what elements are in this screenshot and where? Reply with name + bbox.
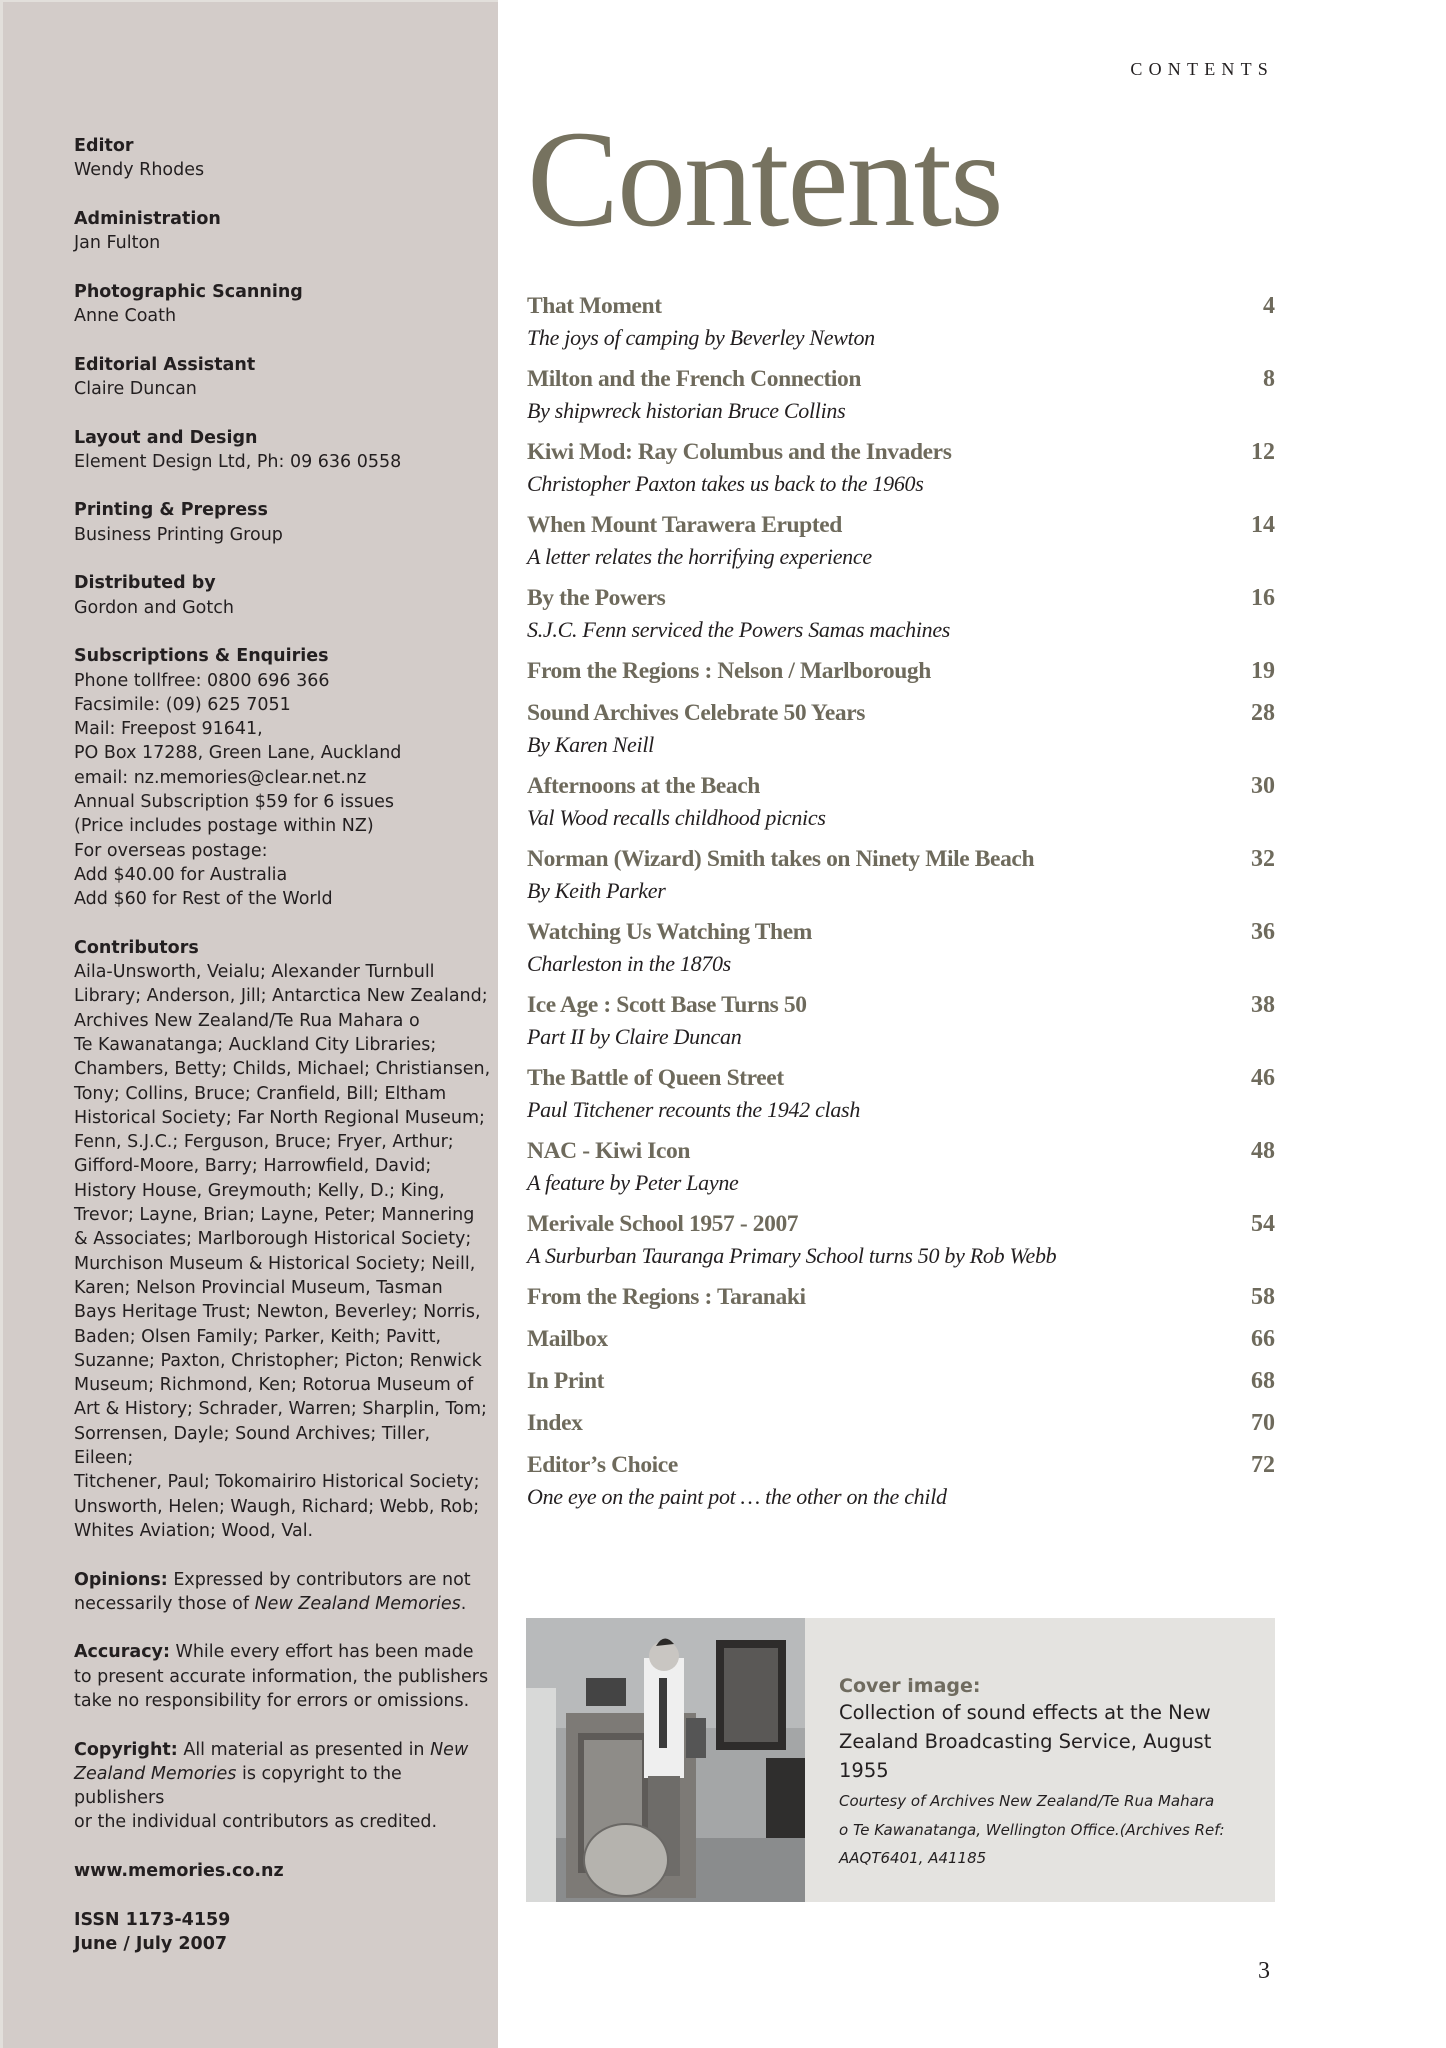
toc-entry[interactable]: [527, 1449, 1275, 1512]
toc-entry-subtitle: By Karen Neill: [527, 732, 654, 757]
website-link[interactable]: www.memories.co.nz: [74, 1861, 284, 1882]
toc-entry-page: 16: [1251, 585, 1275, 611]
masthead-value: Karen; Nelson Provincial Museum, Tasman: [74, 1277, 443, 1298]
masthead-group: [74, 280, 494, 329]
toc-entry[interactable]: [527, 655, 1275, 687]
toc-entry-page: 30: [1251, 773, 1275, 799]
masthead-value: Trevor; Layne, Brian; Layne, Peter; Mannering: [74, 1205, 475, 1226]
toc-entry-row: [527, 1407, 1275, 1439]
masthead-group: [74, 207, 494, 256]
accuracy-line-1: While every effort has been made: [169, 1642, 474, 1663]
toc-entry-row: [527, 363, 1275, 395]
toc-entry-subtitle: A letter relates the horrifying experience: [527, 544, 872, 569]
masthead-value: Add $60 for Rest of the World: [74, 889, 333, 910]
toc-entry-page: 66: [1251, 1326, 1275, 1352]
cover-caption-line: 1955: [839, 1759, 889, 1782]
toc-entry-row: [527, 1062, 1275, 1094]
masthead-value: (Price includes postage within NZ): [74, 816, 374, 837]
toc-entry[interactable]: [527, 582, 1275, 645]
copyright-italic-2: Zealand Memories: [74, 1763, 237, 1784]
masthead-value: Wendy Rhodes: [74, 160, 205, 181]
accuracy-line-3: take no responsibility for errors or omissions.: [74, 1691, 470, 1711]
masthead-value: Art & History; Schrader, Warren; Sharplin, Tom;: [74, 1399, 487, 1420]
toc-entry-page: 58: [1251, 1284, 1275, 1310]
toc-entry-row: [527, 1365, 1275, 1397]
masthead-value: Te Kawanatanga; Auckland City Libraries;: [74, 1034, 437, 1055]
masthead-value: & Associates; Marlborough Historical Society;: [74, 1229, 472, 1250]
copyright-text-2: is copyright to the publishers: [74, 1763, 402, 1809]
toc-entry-row: [527, 916, 1275, 948]
page-number: 3: [1258, 1958, 1270, 1984]
cover-photo: [526, 1618, 805, 1902]
toc-entry-title[interactable]: From the Regions : Taranaki: [527, 1284, 806, 1310]
masthead-value: Jan Fulton: [74, 233, 161, 254]
toc-entry-page: 12: [1251, 439, 1275, 465]
toc-entry[interactable]: [527, 916, 1275, 979]
toc-entry-row: [527, 655, 1275, 687]
magazine-name: New Zealand Memories: [254, 1593, 461, 1614]
toc-entry-title[interactable]: By the Powers: [527, 585, 666, 611]
toc-entry-page: 68: [1251, 1368, 1275, 1394]
masthead-sidebar: [0, 0, 498, 2048]
opinions-end: .: [460, 1593, 467, 1614]
toc-entry-row: [527, 1449, 1275, 1481]
masthead-value: Business Printing Group: [74, 524, 283, 545]
masthead-value: Historical Society; Far North Regional Museum;: [74, 1107, 485, 1128]
toc-entry[interactable]: [527, 1323, 1275, 1355]
contents-list: [527, 290, 1275, 1522]
masthead-heading: Photographic Scanning: [74, 281, 303, 302]
masthead-heading: Editor: [74, 136, 134, 156]
toc-entry-title[interactable]: Norman (Wizard) Smith takes on Ninety Mile Beach: [527, 846, 1035, 872]
toc-entry-page: 14: [1251, 512, 1275, 538]
toc-entry-row: [527, 1281, 1275, 1313]
masthead-group: [74, 498, 494, 547]
opinions-note: [74, 1568, 494, 1617]
masthead-value: Whites Aviation; Wood, Val.: [74, 1520, 314, 1541]
masthead-heading: Subscriptions & Enquiries: [74, 646, 329, 667]
toc-entry-page: 38: [1251, 992, 1275, 1018]
issue-date: June / July 2007: [74, 1933, 228, 1954]
cover-credit: [839, 1787, 1259, 1873]
masthead-value: Gifford-Moore, Barry; Harrowfield, David;: [74, 1156, 432, 1177]
issn: ISSN 1173-4159: [74, 1909, 231, 1930]
masthead-group: [74, 936, 494, 1543]
toc-entry-row: [527, 582, 1275, 614]
toc-entry-row: [527, 1323, 1275, 1355]
toc-entry[interactable]: [527, 363, 1275, 426]
masthead-group: [74, 134, 494, 183]
masthead-value: Fenn, S.J.C.; Ferguson, Bruce; Fryer, Arthur;: [74, 1132, 454, 1153]
toc-entry-title[interactable]: NAC - Kiwi Icon: [527, 1138, 691, 1164]
toc-entry-title[interactable]: The Battle of Queen Street: [527, 1065, 784, 1091]
copyright-italic-1: New: [430, 1739, 469, 1760]
copyright-text-1: All material as presented in: [177, 1739, 431, 1760]
masthead-value: Element Design Ltd, Ph: 09 636 0558: [74, 451, 402, 472]
cover-photo-illustration: [526, 1618, 805, 1902]
toc-entry-title[interactable]: Afternoons at the Beach: [527, 773, 760, 799]
toc-entry-subtitle: By Keith Parker: [527, 878, 666, 903]
masthead-value: History House, Greymouth; Kelly, D.; King,: [74, 1180, 445, 1201]
masthead-value: Titchener, Paul; Tokomairiro Historical Society;: [74, 1472, 480, 1493]
running-head: CONTENTS: [1130, 59, 1274, 79]
masthead-heading: Administration: [74, 208, 221, 229]
toc-entry[interactable]: [527, 1135, 1275, 1198]
toc-entry-subtitle: Charleston in the 1870s: [527, 951, 731, 976]
accuracy-note: [74, 1640, 494, 1713]
toc-entry[interactable]: [527, 697, 1275, 760]
toc-entry-title[interactable]: Kiwi Mod: Ray Columbus and the Invaders: [527, 439, 952, 465]
toc-entry-subtitle: Part II by Claire Duncan: [527, 1024, 742, 1049]
toc-entry-title[interactable]: That Moment: [527, 293, 662, 319]
masthead-value: For overseas postage:: [74, 840, 268, 861]
masthead-group: [74, 353, 494, 402]
masthead-group: [74, 426, 494, 475]
accuracy-line-2: to present accurate information, the publishers: [74, 1666, 489, 1687]
toc-entry-subtitle: Paul Titchener recounts the 1942 clash: [527, 1097, 861, 1122]
toc-entry-page: 72: [1251, 1452, 1275, 1478]
toc-entry-title[interactable]: Sound Archives Celebrate 50 Years: [527, 700, 865, 726]
toc-entry[interactable]: [527, 1281, 1275, 1313]
masthead-value: PO Box 17288, Green Lane, Auckland: [74, 743, 402, 764]
masthead-value: Unsworth, Helen; Waugh, Richard; Webb, Rob;: [74, 1496, 480, 1517]
toc-entry-title[interactable]: Watching Us Watching Them: [527, 919, 812, 945]
masthead-heading: Editorial Assistant: [74, 354, 256, 375]
toc-entry-title[interactable]: Ice Age : Scott Base Turns 50: [527, 992, 807, 1018]
toc-entry[interactable]: [527, 290, 1275, 353]
masthead-value: Aila-Unsworth, Veialu; Alexander Turnbull: [74, 962, 435, 983]
cover-caption: [839, 1698, 1259, 1785]
opinions-text: Expressed by contributors are not: [167, 1569, 471, 1590]
page-title: Contents: [527, 102, 1002, 255]
toc-entry-page: 36: [1251, 919, 1275, 945]
toc-entry-row: [527, 1135, 1275, 1167]
masthead-value: Facsimile: (09) 625 7051: [74, 694, 291, 715]
masthead-value: Phone tollfree: 0800 696 366: [74, 670, 330, 691]
masthead-value: Murchison Museum & Historical Society; Neill,: [74, 1253, 476, 1274]
masthead-group: [74, 644, 494, 911]
masthead-value: Tony; Collins, Bruce; Cranfield, Bill; Eltham: [74, 1083, 447, 1104]
masthead-value: Bays Heritage Trust; Newton, Beverley; Norris,: [74, 1302, 481, 1323]
masthead-value: Suzanne; Paxton, Christopher; Picton; Renwick: [74, 1350, 482, 1371]
toc-entry-row: [527, 843, 1275, 875]
copyright-label: Copyright:: [74, 1739, 178, 1760]
masthead-value: Mail: Freepost 91641,: [74, 719, 263, 740]
copyright-text-3: or the individual contributors as credited.: [74, 1812, 438, 1833]
toc-entry-title[interactable]: Merivale School 1957 - 2007: [527, 1211, 799, 1237]
toc-entry-row: [527, 436, 1275, 468]
masthead-value: Library; Anderson, Jill; Antarctica New Zealand;: [74, 986, 488, 1007]
masthead-heading: Layout and Design: [74, 427, 258, 448]
masthead-value: Museum; Richmond, Ken; Rotorua Museum of: [74, 1375, 474, 1396]
toc-entry-row: [527, 697, 1275, 729]
toc-entry-page: 28: [1251, 700, 1275, 726]
toc-entry[interactable]: [527, 509, 1275, 572]
cover-caption-line: Zealand Broadcasting Service, August: [839, 1730, 1212, 1753]
toc-entry-subtitle: A Surburban Tauranga Primary School turns 50 by Rob Webb: [527, 1243, 1057, 1268]
masthead-heading: Contributors: [74, 937, 199, 958]
masthead-heading: Printing & Prepress: [74, 500, 268, 521]
toc-entry-subtitle: The joys of camping by Beverley Newton: [527, 325, 875, 350]
toc-entry[interactable]: [527, 770, 1275, 833]
toc-entry-row: [527, 509, 1275, 541]
toc-entry[interactable]: [527, 436, 1275, 499]
opinions-text-2: necessarily those of: [74, 1593, 255, 1614]
toc-entry-row: [527, 1208, 1275, 1240]
opinions-label: Opinions:: [74, 1569, 168, 1590]
toc-entry-page: 32: [1251, 846, 1275, 872]
toc-entry-subtitle: Val Wood recalls childhood picnics: [527, 805, 826, 830]
toc-entry-title[interactable]: In Print: [527, 1368, 605, 1394]
toc-entry[interactable]: [527, 1062, 1275, 1125]
toc-entry-subtitle: By shipwreck historian Bruce Collins: [527, 398, 846, 423]
toc-entry-title[interactable]: Mailbox: [527, 1326, 608, 1352]
toc-entry[interactable]: [527, 1407, 1275, 1439]
masthead-value: Chambers, Betty; Childs, Michael; Christiansen,: [74, 1059, 491, 1080]
toc-entry-subtitle: Christopher Paxton takes us back to the 1960s: [527, 471, 924, 496]
cover-label: Cover image:: [839, 1675, 981, 1697]
toc-entry-title[interactable]: Editor’s Choice: [527, 1452, 678, 1478]
masthead-groups: [74, 134, 494, 1543]
cover-caption-line: Collection of sound effects at the New: [839, 1701, 1211, 1724]
accuracy-label: Accuracy:: [74, 1642, 170, 1663]
toc-entry-row: [527, 290, 1275, 322]
toc-entry-row: [527, 770, 1275, 802]
toc-entry-title[interactable]: From the Regions : Nelson / Marlborough: [527, 658, 931, 684]
masthead-value: Anne Coath: [74, 306, 177, 327]
toc-entry-page: 19: [1251, 658, 1275, 684]
toc-entry-title[interactable]: Index: [527, 1410, 583, 1436]
masthead-value: email: nz.memories@clear.net.nz: [74, 767, 367, 788]
toc-entry-page: 46: [1251, 1065, 1275, 1091]
toc-entry-page: 70: [1251, 1410, 1275, 1436]
masthead-group: [74, 571, 494, 620]
toc-entry-subtitle: One eye on the paint pot … the other on the child: [527, 1484, 947, 1509]
toc-entry-page: 48: [1251, 1138, 1275, 1164]
masthead-value: Claire Duncan: [74, 378, 197, 399]
toc-entry[interactable]: [527, 1208, 1275, 1271]
masthead-value: Sorrensen, Dayle; Sound Archives; Tiller, Eileen;: [74, 1423, 431, 1469]
masthead-heading: Distributed by: [74, 573, 216, 594]
toc-entry-title[interactable]: When Mount Tarawera Erupted: [527, 512, 842, 538]
masthead-value: Gordon and Gotch: [74, 597, 234, 618]
masthead-value: Archives New Zealand/Te Rua Mahara o: [74, 1010, 420, 1031]
toc-entry-subtitle: A feature by Peter Layne: [527, 1170, 739, 1195]
cover-credit-line: Courtesy of Archives New Zealand/Te Rua Mahara: [839, 1792, 1215, 1810]
toc-entry-title[interactable]: Milton and the French Connection: [527, 366, 862, 392]
toc-entry-page: 4: [1263, 293, 1275, 319]
cover-credit-line: o Te Kawanatanga, Wellington Office.(Archives Ref:: [839, 1820, 1225, 1839]
cover-image-box: [526, 1618, 1275, 1902]
toc-entry-page: 54: [1251, 1211, 1275, 1237]
masthead-value: Annual Subscription $59 for 6 issues: [74, 792, 395, 813]
copyright-note: [74, 1738, 494, 1835]
cover-caption-block: [839, 1674, 1259, 1873]
masthead-content: [74, 134, 494, 1956]
masthead-value: Baden; Olsen Family; Parker, Keith; Pavitt,: [74, 1326, 442, 1347]
masthead-value: Add $40.00 for Australia: [74, 864, 288, 885]
toc-entry-row: [527, 989, 1275, 1021]
toc-entry[interactable]: [527, 843, 1275, 906]
toc-entry[interactable]: [527, 1365, 1275, 1397]
toc-entry[interactable]: [527, 989, 1275, 1052]
toc-entry-page: 8: [1263, 366, 1275, 392]
cover-credit-line: AAQT6401, A41185: [839, 1849, 987, 1867]
toc-entry-subtitle: S.J.C. Fenn serviced the Powers Samas machines: [527, 617, 951, 642]
